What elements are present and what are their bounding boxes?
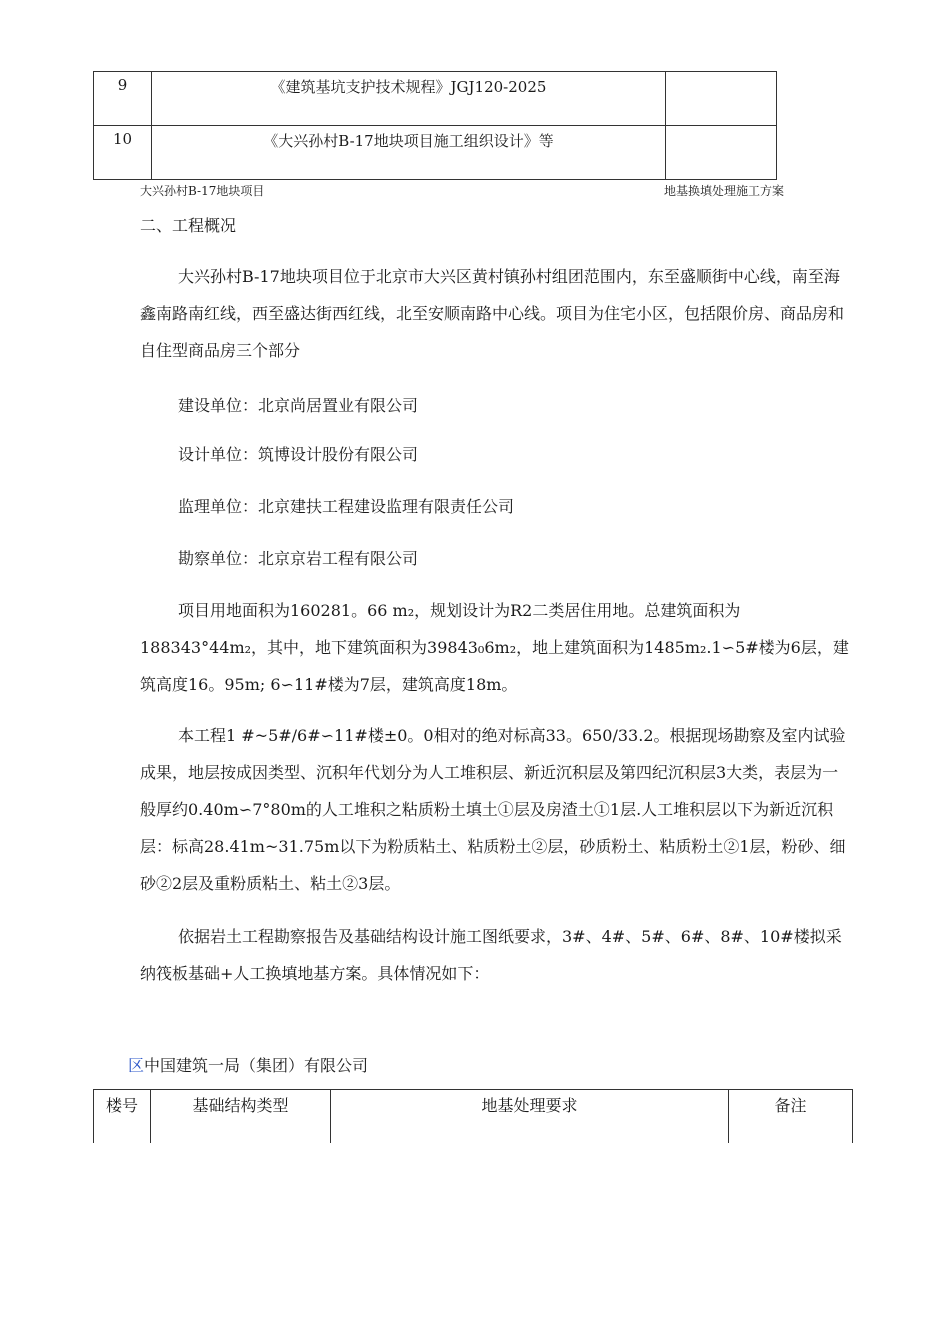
- column-header-remark: 备注: [729, 1090, 853, 1144]
- design-unit: 设计单位：筑博设计股份有限公司: [178, 445, 419, 464]
- section-heading: 二、工程概况: [140, 216, 237, 235]
- row-number: 9: [94, 72, 152, 126]
- table-row: [94, 72, 777, 126]
- page-header-doc-title: 地基换填处理施工方案: [664, 184, 785, 198]
- column-header-building-no: 楼号: [94, 1090, 151, 1144]
- row-number: 10: [94, 126, 152, 180]
- table-header-row: [94, 1090, 853, 1144]
- standard-title: 《大兴孙村B-17地块项目施工组织设计》等: [152, 126, 666, 180]
- project-location-paragraph: 大兴孙村B-17地块项目位于北京市大兴区黄村镇孙村组团范围内，东至盛顺街中心线，南至海鑫南路南红线，西至盛达街西红线，北至安顺南路中心线。项目为住宅小区，包括限价房、商品房和自住型商品房三个部分: [140, 267, 845, 360]
- row-remark: [666, 72, 777, 126]
- geology-paragraph: 本工程1 #~5#/6#∽11#楼±0。0相对的绝对标高33。650/33.2。根据现场勘察及室内试验成果，地层按成因类型、沉积年代划分为人工堆积层、新近沉积层及第四纪沉积层3大类，表层为一般厚约0.40m∽7°80m的人工堆积之粘质粉土填土①层及房渣土①1层.人工堆积层以下为新近沉积层：标高28.41m~31.75m以下为粉质粘土、粘质粉土②层，砂质粉土、粘质粉土②1层，粉砂、细砂②2层及重粉质粘土、粘土②3层。: [140, 726, 846, 893]
- page-header-project: 大兴孙村B-17地块项目: [140, 184, 265, 198]
- standard-title: 《建筑基坑支护技术规程》JGJ120-2025: [152, 72, 666, 126]
- foundation-treatment-table: [93, 1089, 853, 1143]
- company-name: 中国建筑一局（集团）有限公司: [144, 1056, 369, 1075]
- foundation-scheme-paragraph: 依据岩土工程勘察报告及基础结构设计施工图纸要求，3#、4#、5#、6#、8#、10#楼拟采纳筏板基础+人工换填地基方案。具体情况如下：: [140, 927, 842, 983]
- company-mark-icon: 区: [128, 1056, 145, 1075]
- project-area-paragraph: 项目用地面积为160281。66 m₂，规划设计为R2二类居住用地。总建筑面积为188343°44m₂，其中，地下建筑面积为39843₀6m₂，地上建筑面积为1485m₂.1∽5#楼为6层，建筑高度16。95m; 6∽11#楼为7层，建筑高度18m。: [140, 601, 849, 694]
- survey-unit: 勘察单位：北京京岩工程有限公司: [178, 549, 419, 568]
- row-remark: [666, 126, 777, 180]
- column-header-treatment-requirement: 地基处理要求: [331, 1090, 729, 1144]
- column-header-foundation-type: 基础结构类型: [151, 1090, 331, 1144]
- table-row: [94, 126, 777, 180]
- reference-standards-table: [93, 71, 777, 180]
- construction-unit: 建设单位：北京尚居置业有限公司: [178, 396, 419, 415]
- footer-company: [128, 1053, 368, 1076]
- supervision-unit: 监理单位：北京建扶工程建设监理有限责任公司: [178, 497, 515, 516]
